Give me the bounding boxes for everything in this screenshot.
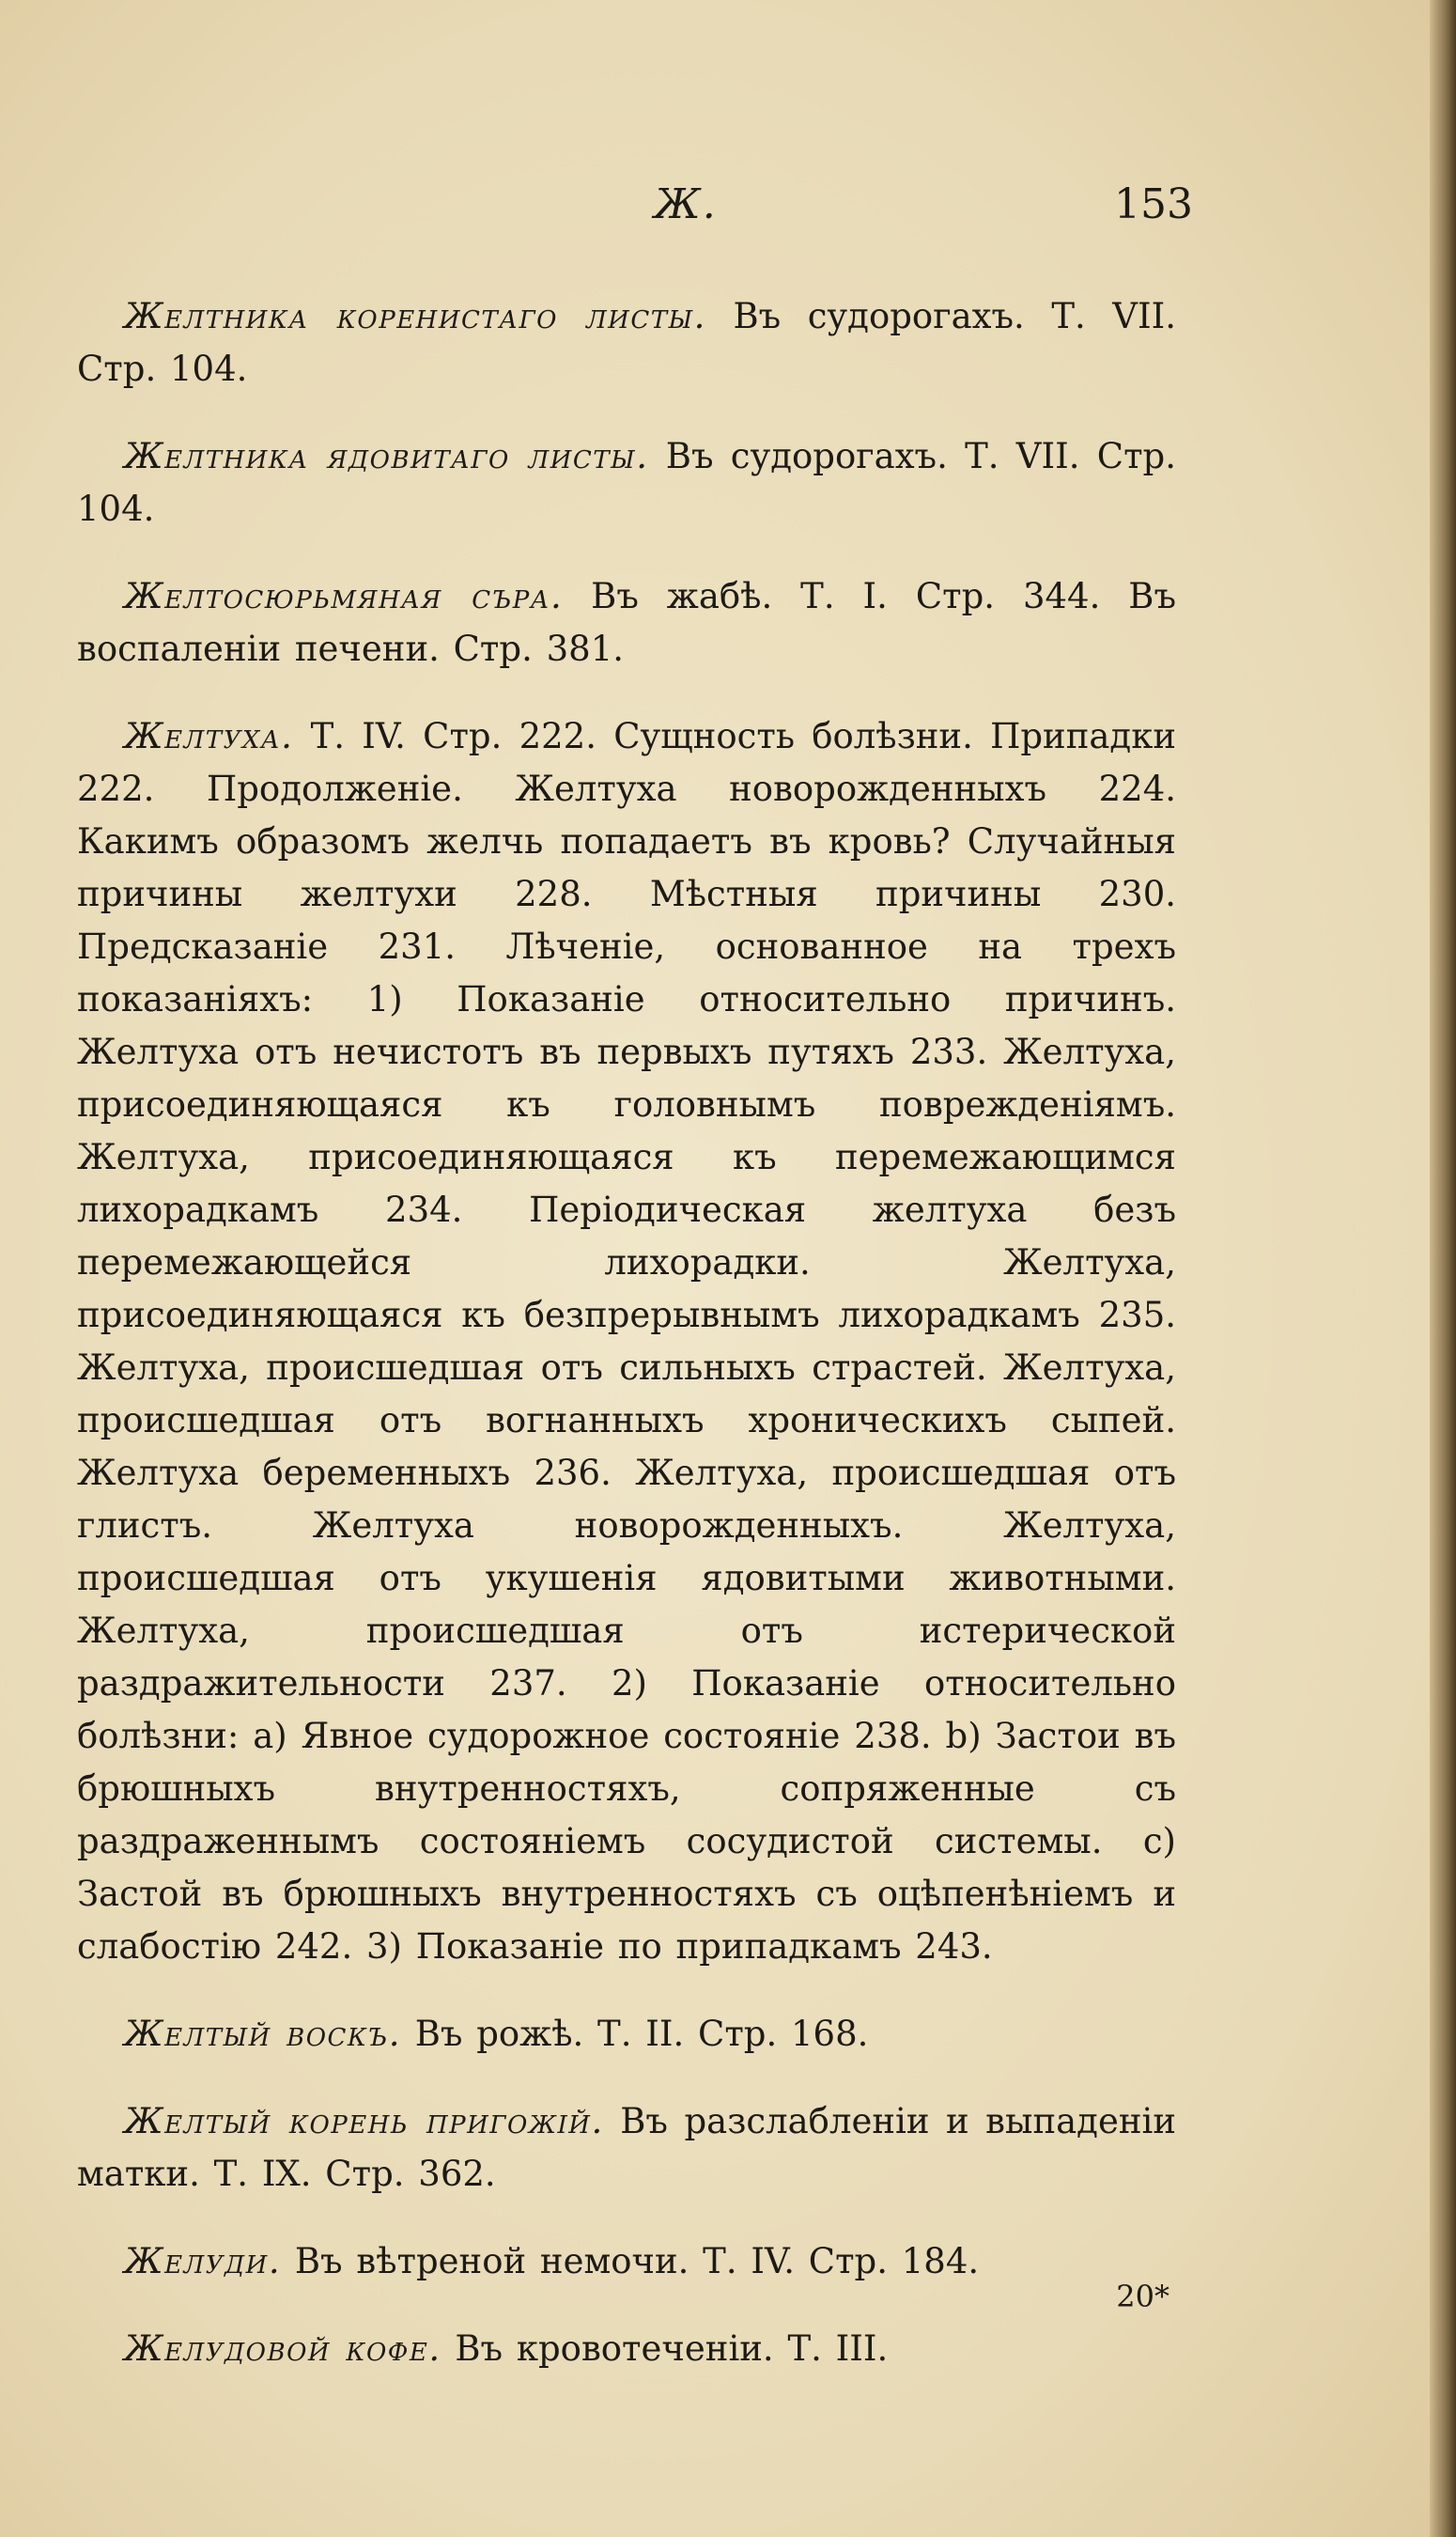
book-spine-edge	[1430, 0, 1456, 2537]
entry-text: Т. IV. Стр. 222. Сущность болѣзни. Припадки 222. Продолженіе. Желтуха новорожденныхъ 224. Какимъ образомъ желчь попадаетъ въ кровь? Случайныя причины желтухи 228. Мѣстныя причины 230. Предсказаніе 231. Лѣченіе, основанное на трехъ показаніяхъ: 1) Показаніе относительно причинъ. Желтуха отъ нечистотъ въ первыхъ путяхъ 233. Желтуха, присоединяющаяся къ головнымъ поврежденіямъ. Желтуха, присоединяющаяся къ перемежающимся лихорадкамъ 234. Періодическая желтуха безъ перемежающейся лихорадки. Желтуха, присоединяющаяся къ безпрерывнымъ лихорадкамъ 235. Желтуха, происшедшая отъ сильныхъ страстей. Желтуха, происшедшая отъ вогнанныхъ хроническихъ сыпей. Желтуха беременныхъ 236. Желтуха, происшедшая отъ глистъ. Желтуха новорожденныхъ. Желтуха, происшедшая отъ укушенія ядовитыми животными. Желтуха, происшедшая отъ истерической раздражительности 237. 2) Показаніе относительно болѣзни: a) Явное судорожное состояніе 238. b) Застои въ брюшныхъ внутренностяхъ, сопряженные съ раздраженнымъ состояніемъ сосудистой системы. c) Застой въ брюшныхъ внутренностяхъ съ оцѣпенѣніемъ и слабостію 242. 3) Показаніе по припадкамъ 243.	[77, 716, 1176, 1967]
entry-headword: Желтника ядовитаго листы.	[124, 436, 649, 476]
entry-headword: Желтосюрьмяная съра.	[124, 576, 564, 616]
entry-text: Въ жабѣ. Т. I. Стр. 344. Въ воспаленіи печени. Стр. 381.	[77, 576, 1176, 669]
entry-headword: Желтника коренистаго листы.	[124, 296, 706, 336]
entry-3	[77, 570, 1176, 676]
entry-text: Въ судорогахъ. Т. VII. Стр. 104.	[77, 296, 1176, 389]
entry-2	[77, 430, 1176, 536]
entry-headword: Желтый корень пригожій.	[124, 2101, 604, 2141]
entry-headword: Желуди.	[124, 2241, 282, 2281]
entry-headword: Желтуха.	[124, 716, 294, 756]
entry-text: Въ кровотеченіи. Т. III.	[441, 2328, 889, 2369]
running-head: Ж.	[654, 180, 718, 228]
entry-7	[77, 2235, 1176, 2288]
entry-4	[77, 710, 1176, 1973]
page-number: 153	[1114, 180, 1193, 228]
entry-6	[77, 2095, 1176, 2201]
entry-text: Въ судорогахъ. Т. VII. Стр. 104.	[77, 436, 1176, 529]
entry-headword: Желудовой кофе.	[124, 2328, 441, 2369]
entry-text: Въ разслабленіи и выпаденіи матки. Т. IX. Стр. 362.	[77, 2101, 1176, 2194]
entry-headword: Желтый воскъ.	[124, 2014, 401, 2054]
printer-signature-mark: 20*	[1116, 2279, 1169, 2314]
entry-text: Въ вѣтреной немочи. Т. IV. Стр. 184.	[281, 2241, 980, 2281]
entry-8	[77, 2323, 1176, 2375]
entry-1	[77, 290, 1176, 396]
entry-text: Въ рожѣ. Т. II. Стр. 168.	[400, 2014, 869, 2054]
entry-5	[77, 2008, 1176, 2061]
text-column	[77, 256, 1176, 2387]
